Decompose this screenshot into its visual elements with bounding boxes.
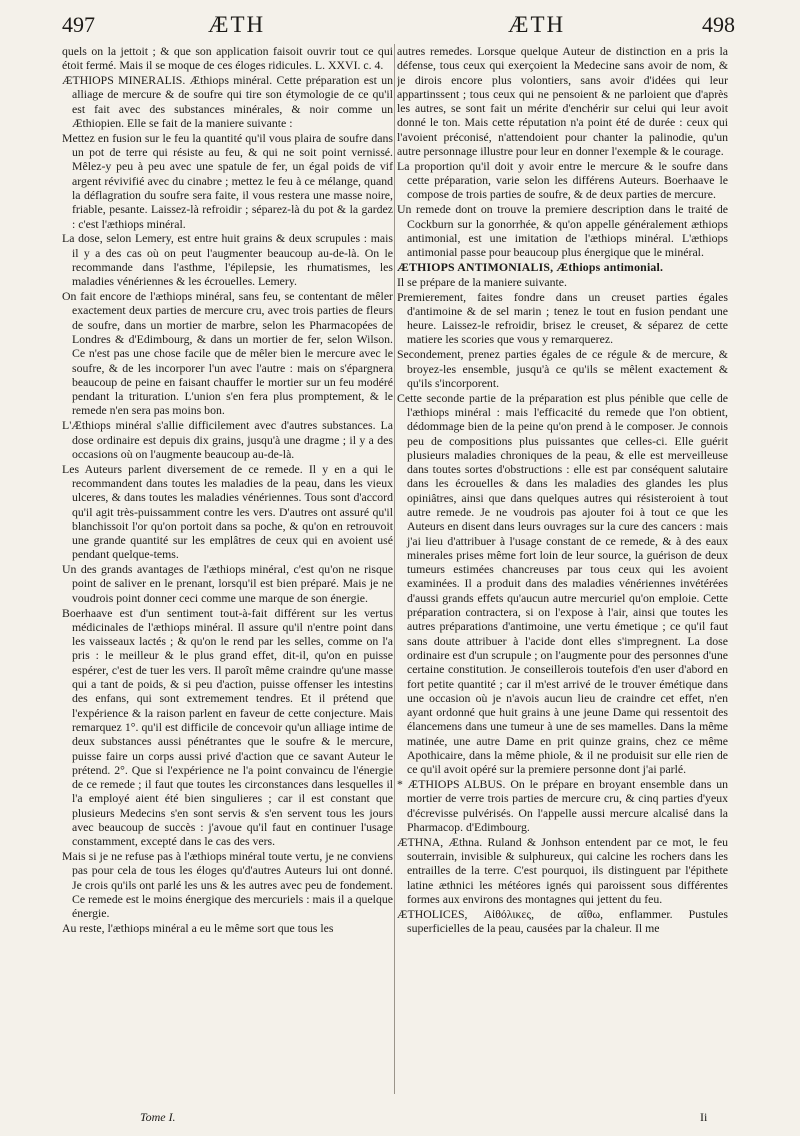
- signature-mark: Ii: [700, 1110, 708, 1124]
- paragraph: Les Auteurs parlent diversement de ce remede. Il y en a qui le recommandent dans toutes les maladies de la peau, dans les vieux ulceres, & dans toutes les maladies vénériennes. Tous sont d'accord qu'il agit très-puissamment contre les vers. D'autres ont assuré qu'il blanchissoit l'or qu'on portoit dans sa poche, & qu'on en retrouvoit une grande quantité sur les emplâtres de ceux qui en avoient usé pendant quelque-tems.: [62, 461, 393, 562]
- paragraph: La proportion qu'il doit y avoir entre le mercure & le soufre dans cette préparation, varie selon les différens Auteurs. Boerhaave le compose de trois parties de soufre, & de deux parties de mercure.: [397, 158, 728, 202]
- paragraph: Il se prépare de la maniere suivante.: [397, 274, 567, 289]
- paragraph: Secondement, prenez parties égales de ce régule & de mercure, & broyez-les ensemble, jusqu'à ce qu'ils se mêlent exactement & qu'ils s'incorporent.: [397, 347, 728, 390]
- volume-label: Tome I.: [140, 1110, 176, 1124]
- paragraph: Un des grands avantages de l'æthiops minéral, c'est qu'on ne risque point de saliver en le prenant, lorsqu'il est bien préparé. Mais je ne voudrois point donner ceci comme une marque de son énergie.: [62, 562, 393, 605]
- entry-aethiops-albus: * ÆTHIOPS ALBUS. On le prépare en broyant ensemble dans un mortier de verre trois parties de mercure cru, & cinq parties d'yeux d'écrevisse pulvérisés. On l'appelle aussi mercure alcalisé dans la Pharmacop. d'Edimbourg.: [397, 777, 728, 835]
- paragraph: Cette seconde partie de la préparation est plus pénible que celle de l'æthiops minéral : mais l'efficacité du remede que l'on obtient, dédommage bien de la peine qu'on prend à le composer. Je connois peu de compositions plus puissantes que celles-ci. Elle guérit plusieurs maladies chroniques de la peau, & elle est merveilleuse dans toutes sortes d'obstructions : elle est par conséquent salutaire dans les écrouelles & dans les maladies des glandes les plus opiniâtres, ainsi que dans quelques autres qui résisteroient à tout autre remede. Je ne voudrois pas ajouter foi à tout ce que les Auteurs en disent dans leurs ouvrages sur la cure des cancers : mais j'ai lieu d'attribuer à l'usage constant de ce remede, & à des eaux minerales prises même fort loin de leur source, la guérison de deux tumeurs estimées chancreuses par tous ceux qui les avoient examinées. Il a produit dans des maladies vénériennes invétérées d'aussi grands effets qu'aucun autre mercuriel qu'on emploie. Cette préparation contractera, si on l'expose à l'air, ainsi que toutes les autres préparations d'antimoine, une vertu émetique ; ce qu'il faut sans doute attribuer à l'acide dont elles s'impregnent. La dose ordinaire est d'un scrupule ; on l'augmente pour des personnes d'une certaine constitution. Je conseillerois toutefois d'en user d'abord en fort petite quantité ; car il m'est arrivé de le trouver émétique dans une occasion où je n'avois aucun lieu de craindre cet effet, n'en ayant ordonné que huit grains à une jeune Dame qui ressentoit des élancemens dans une tumeur à une de ses mamelles. Dans la même matinée, une autre Dame en prit quinze grains, chez ce même Apothicaire, dans la même phiole, & il ne produisit sur elle rien de ce qu'il avoit opéré sur la premiere personne dont j'ai parlé.: [397, 390, 728, 777]
- paragraph: Un remede dont on trouve la premiere description dans le traité de Cockburn sur la gonorrhée, & qu'on appelle généralement æthiops antimonial, est une imitation de l'æthiops minéral. L'æthiops antimonial passe pour beaucoup plus énergique que le minéral.: [397, 202, 728, 260]
- paragraph: Mais si je ne refuse pas à l'æthiops minéral toute vertu, je ne conviens pas pour cela de tous les éloges qu'd'autres Auteurs lui ont donné. Je crois qu'ils ont parlé les uns & les autres avec peu de fondement. Ce remede est le moins énergique des mercuriels : mais il a quelque énergie.: [62, 849, 393, 921]
- entry-aetholices: ÆTHOLICES, Αἰθόλικες, de αἴθω, enflammer. Pustules superficielles de la peau, causées par la chaleur. Il me: [397, 906, 728, 936]
- page-number-left: 497: [62, 12, 95, 37]
- paragraph: autres remedes. Lorsque quelque Auteur de distinction en a pris la défense, tous ceux qui exerçoient la Medecine sans avoir de nom, & je dirois encore plus volontiers, sans avoir d'idées qui leur appartinssent ; tous ceux qui ne pensoient & ne parloient que d'après les autres, se sont fait un mérite d'enchérir sur celui qui leur avoit donné le ton. Mais cette réputation n'a point été de durée : ceux qui l'avoient préconisé, n'attendoient pour chanter la palinodie, qu'un autre personnage illustre pour leur en donner l'exemple & le courage.: [397, 44, 728, 159]
- paragraph: Au reste, l'æthiops minéral a eu le même sort que tous les: [62, 921, 334, 936]
- running-title-left: ÆTH: [208, 12, 266, 37]
- paragraph: Mettez en fusion sur le feu la quantité qu'il vous plaira de soufre dans un pot de terre qui résiste au feu, & qui ne soit point vernissé. Mêlez-y peu à peu avec une spatule de fer, un égal poids de vif argent révivifié avec du cinabre ; mettez le feu à ce mélange, quand la déflagration du soufre sera faite, il vous restera une masse noire, friable, pesante. Laissez-là refroidir ; séparez-là du pot & la gardez : c'est l'æthiops minéral.: [62, 130, 393, 231]
- page-number-right: 498: [702, 12, 735, 37]
- entry-aethiops-antimonialis: ÆTHIOPS ANTIMONIALIS, Æthiops antimonial.: [397, 259, 664, 274]
- left-column: [62, 44, 393, 1108]
- page-footer: [0, 1108, 800, 1132]
- paragraph: L'Æthiops minéral s'allie difficilement avec d'autres substances. La dose ordinaire est depuis dix grains, jusqu'à une dragme ; il y a des occasions où on l'augmente beaucoup au-de-là.: [62, 418, 393, 461]
- paragraph: Premierement, faites fondre dans un creuset parties égales d'antimoine & de sel marin ; tenez le tout en fusion pendant une heure. Laissez-le refroidir, brisez le creuset, & séparez de cette matiere les scories que vous y remarquerez.: [397, 289, 728, 347]
- running-title-right: ÆTH: [508, 12, 566, 37]
- running-head: [0, 8, 800, 48]
- paragraph: La dose, selon Lemery, est entre huit grains & deux scrupules : mais il y a des cas où on peut l'augmenter beaucoup au-de-là. On le recommande dans l'asthme, l'épilepsie, les rhumatismes, les maladies vénériennes & les écrouelles. Lemery.: [62, 231, 393, 289]
- entry-aethiops-mineralis: ÆTHIOPS MINERALIS. Æthiops minéral. Cette préparation est un alliage de mercure & de soufre qui tire son étymologie de ce qu'il est fait avec des substances minérales, & noir comme un Æthiopien. Elle se fait de la maniere suivante :: [62, 73, 393, 130]
- paragraph: On fait encore de l'æthiops minéral, sans feu, se contentant de mêler exactement deux parties de mercure cru, avec trois parties de fleurs de soufre, dans un mortier de marbre, selon les Pharmacopées de Londres & d'Edimbourg, & dans un mortier de fer, selon Wilson. Ce n'est pas une chose facile que de mêler bien le mercure avec le soufre, & de les incorporer l'un avec l'autre : mais on s'épargnera beaucoup de peine en faisant chauffer le mortier sur un feu modéré pendant la trituration. L'union s'en fera plus promptement, & le remede n'en sera pas moins bon.: [62, 289, 393, 418]
- right-column: [397, 44, 728, 1108]
- entry-aethna: ÆTHNA, Æthna. Ruland & Jonhson entendent par ce mot, le feu souterrain, invisible & sulphureux, qui calcine les rochers dans les entrailles de la terre. C'est pourquoi, ils distinguent par l'épithete latine æthnici les météores ignés qui paroissent sous différentes formes aux environs des montagnes qui jettent du feu.: [397, 834, 728, 907]
- paragraph: Boerhaave est d'un sentiment tout-à-fait différent sur les vertus médicinales de l'æthiops minéral. Il assure qu'il n'entre point dans les vaisseaux lactés ; & qu'on le rend par les selles, comme on l'a pris : le meilleur & le plus grand effet, dit-il, qu'on en puisse espérer, c'est de tuer les vers. Il paroît même craindre qu'une masse qui a tant de poids, & si peu d'action, puisse offenser les intestins des enfans, qui sont extremement tendres. Et il prétend que l'expérience & la raison parlent en faveur de cette conjecture. Mais remarquez 1°. qu'il est difficile de concevoir qu'un alliage intime de deux substances aussi pénétrantes que le soufre & le mercure, puisse faire un corps aussi privé d'action que ce savant Auteur le prétend. 2°. Que si l'expérience ne l'a point convaincu de l'énergie de ce remede ; il faut que toutes les circonstances dans lesquelles il l'a employé aient été bien singulieres ; car il est constant que plusieurs Medecins s'en sont servis & s'en servent tous les jours avec beaucoup de succès : j'avoue qu'il faut en continuer l'usage constamment, excepté dans le cas des vers.: [62, 605, 393, 849]
- column-divider: [394, 44, 395, 1094]
- paragraph: quels on la jettoit ; & que son application faisoit ouvrir tout ce qui étoit fermé. Mais il se moque de ces éloges ridicules. L. XXVI. c. 4.: [62, 44, 393, 73]
